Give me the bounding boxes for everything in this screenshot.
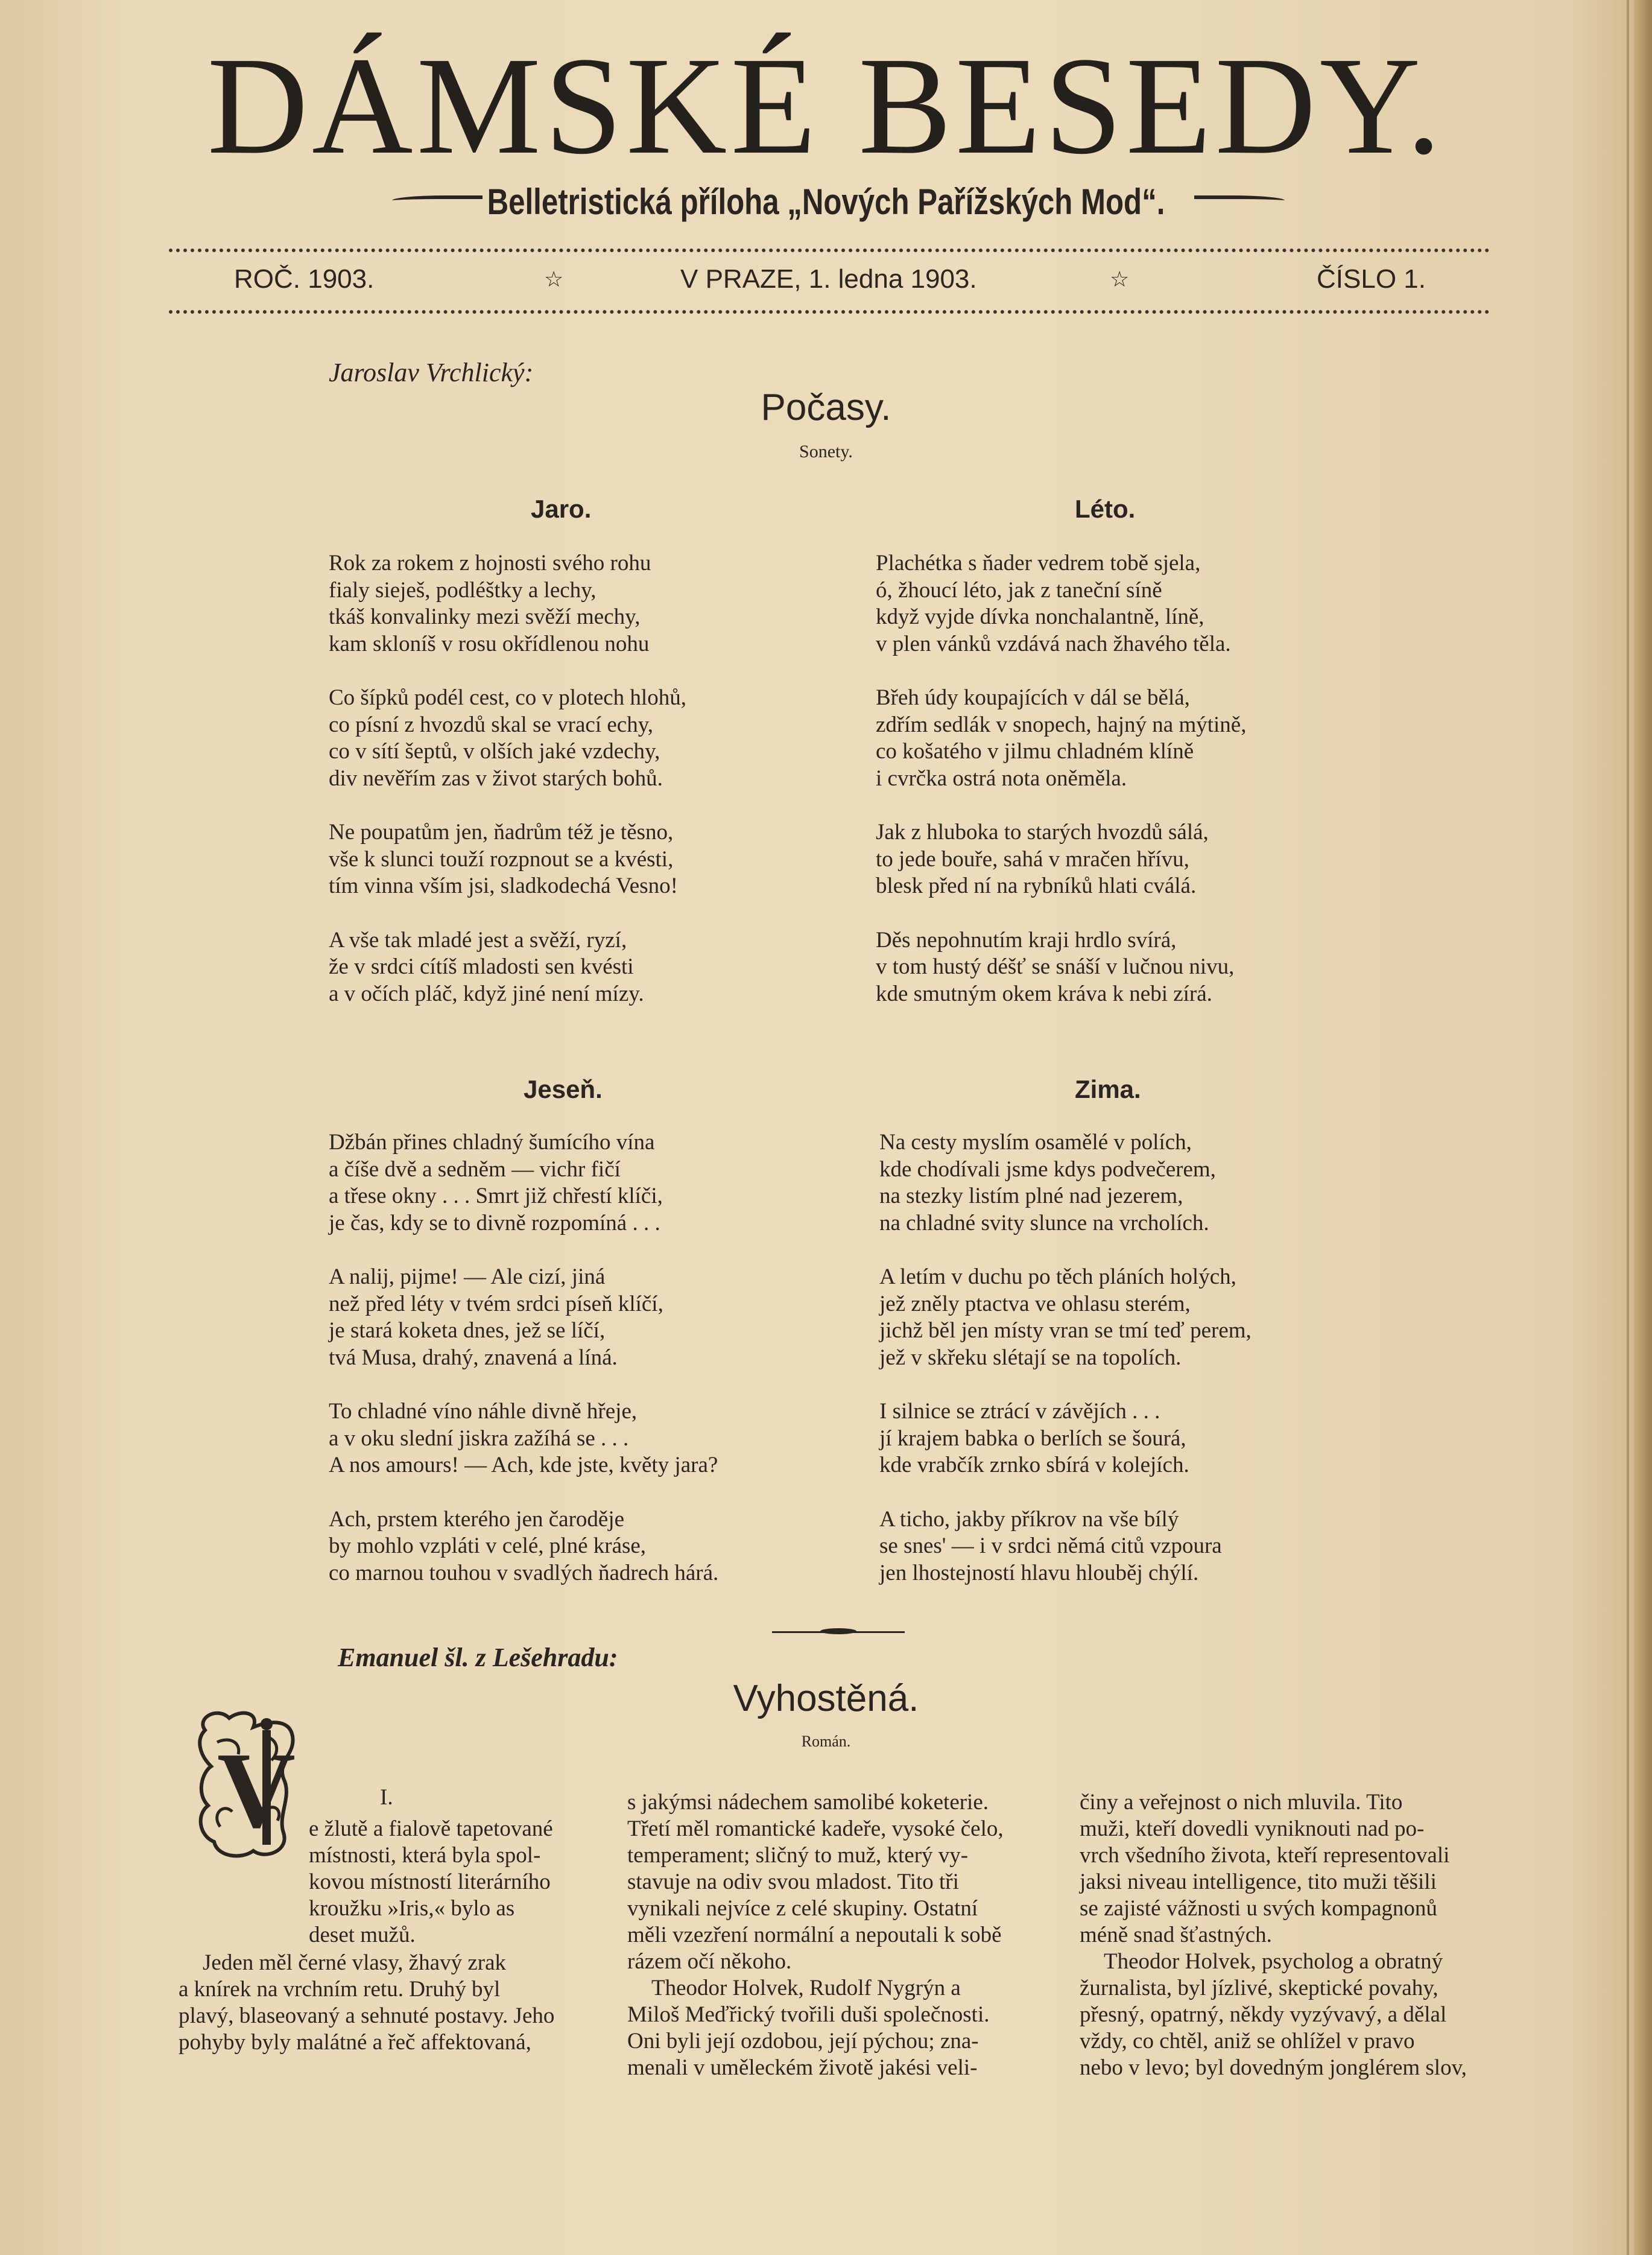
masthead: DÁMSKÉ BESEDY. — [207, 28, 1445, 183]
stanza — [329, 685, 686, 792]
prose-line: žurnalista, byl jízlivé, skeptické povahy, — [1080, 1976, 1438, 2000]
verse-line: tkáš konvalinky mezi svěží mechy, — [329, 604, 641, 629]
novel-subtitle: Román. — [801, 1733, 851, 1750]
prose-line: Oni byli její ozdobou, její pýchou; zna- — [627, 2029, 979, 2054]
swash-right-ornament — [1194, 195, 1285, 204]
verse-line: kde smutným okem kráva k nebi zírá. — [876, 981, 1212, 1006]
verse-line: a v oku slední jiskra zažíhá se . . . — [329, 1426, 629, 1451]
prose-line: Theodor Holvek, Rudolf Nygrýn a — [651, 1976, 961, 2000]
verse-line: by mohlo vzpláti v celé, plné kráse, — [329, 1533, 647, 1558]
prose-line: místnosti, která byla spol- — [309, 1843, 541, 1868]
sonnet-jesen — [329, 1129, 718, 1614]
verse-line: na stezky listím plné nad jezerem, — [879, 1184, 1183, 1208]
verse-line: A nos amours! — Ach, kde jste, květy jara? — [329, 1453, 718, 1477]
chapter-number: I. — [380, 1785, 393, 1810]
prose-line: e žlutě a fialově tapetované — [309, 1816, 553, 1841]
stanza — [879, 1398, 1252, 1479]
stanza — [876, 550, 1246, 658]
stanza — [329, 1264, 718, 1371]
verse-line: a třese okny . . . Smrt již chřestí klíči, — [329, 1184, 663, 1208]
prose-line: pohyby byly malátné a řeč affektovaná, — [179, 2030, 531, 2055]
verse-line: co marnou touhou v svadlých ňadrech hárá. — [329, 1560, 719, 1585]
star-icon: ☆ — [544, 267, 564, 291]
verse-line: A nalij, pijme! — Ale cizí, jiná — [329, 1264, 606, 1289]
book-spine — [1634, 0, 1652, 2255]
verse-line: se snes' — i v srdci němá citů vzpoura — [879, 1533, 1222, 1558]
verse-line: A vše tak mladé jest a svěží, ryzí, — [329, 927, 627, 953]
prose-line: temperament; sličný to muž, který vy- — [627, 1843, 969, 1868]
verse-line: To chladné víno náhle divně hřeje, — [329, 1399, 638, 1424]
dropcap-letter: V — [217, 1730, 296, 1850]
volume-label: ROČ. 1903. — [234, 264, 375, 294]
masthead-subtitle: Belletristická příloha „Nových Pařížských Mod“. — [487, 182, 1165, 222]
dropcap-ornament — [193, 1706, 302, 1863]
header-rule-bottom — [169, 310, 1490, 314]
sonnet-zima — [879, 1129, 1252, 1614]
verse-line: Děs nepohnutím kraji hrdlo svírá, — [876, 927, 1177, 953]
verse-line: Jak z hluboka to starých hvozdů sálá, — [876, 820, 1209, 845]
poem-cycle-subtitle: Sonety. — [799, 442, 853, 461]
novel-author: Emanuel šl. z Lešehradu: — [338, 1643, 618, 1672]
section-divider-ornament — [772, 1631, 905, 1633]
stanza — [329, 1129, 718, 1237]
verse-line: zdřím sedlák v snopech, hajný na mýtině, — [876, 712, 1247, 737]
prose-line: Třetí měl romantické kadeře, vysoké čelo, — [627, 1816, 1004, 1841]
verse-line: tvá Musa, drahý, znavená a líná. — [329, 1345, 618, 1370]
prose-line: Theodor Holvek, psycholog a obratný — [1104, 1949, 1443, 1974]
prose-line: se zajisté vážnosti u svých kompagnonů — [1080, 1896, 1437, 1921]
stanza — [879, 1129, 1252, 1237]
sonnet-title-leto: Léto. — [1075, 495, 1136, 523]
verse-line: Na cesty myslím osamělé v polích, — [879, 1130, 1192, 1155]
verse-line: fialy sieješ, podléštky a lechy, — [329, 577, 597, 603]
prose-line: měli vzezření normální a nepoutali k sobě — [627, 1923, 1002, 1947]
verse-line: A letím v duchu po těch pláních holých, — [879, 1264, 1236, 1289]
prose-line: vždy, co chtěl, aniž se ohlížel v pravo — [1080, 2029, 1415, 2054]
verse-line: co v sítí šeptů, v olších jaké vzdechy, — [329, 739, 660, 764]
prose-line: a knírek na vrchním retu. Druhý byl — [179, 1977, 501, 2002]
verse-line: na chladné svity slunce na vrcholích. — [879, 1210, 1209, 1235]
verse-line: A ticho, jakby příkrov na vše bílý — [879, 1506, 1179, 1532]
verse-line: kam skloníš v rosu okřídlenou nohu — [329, 631, 650, 656]
sonnet-title-zima: Zima. — [1075, 1075, 1141, 1103]
prose-line: stavuje na odiv svou mladost. Tito tři — [627, 1870, 959, 1894]
verse-line: Břeh údy koupajících v dál se bělá, — [876, 685, 1190, 710]
ornamental-initial-icon — [193, 1706, 302, 1863]
novel-column-1 — [179, 1950, 601, 2056]
prose-line: činy a veřejnost o nich mluvila. Tito — [1080, 1790, 1403, 1815]
prose-line: kroužku »Iris,« bylo as — [309, 1896, 515, 1921]
issue-label: ČÍSLO 1. — [1317, 264, 1426, 294]
prose-line: vynikali nejvíce z celé skupiny. Ostatní — [627, 1896, 978, 1921]
novel-title: Vyhostěná. — [733, 1678, 919, 1719]
prose-line: nebo v levo; byl dovedným jonglérem slov, — [1080, 2055, 1467, 2080]
verse-line: i cvrčka ostrá nota oněměla. — [876, 766, 1127, 791]
stanza — [329, 927, 686, 1008]
sonnet-leto — [876, 550, 1246, 1035]
novel-column-2 — [627, 1789, 1049, 2081]
verse-line: div nevěřím zas v život starých bohů. — [329, 766, 663, 791]
verse-line: co košatého v jilmu chladném klíně — [876, 739, 1194, 764]
verse-line: že v srdci cítíš mladosti sen kvésti — [329, 954, 634, 979]
prose-line: jaksi niveau intelligence, tito muži těšili — [1080, 1870, 1437, 1894]
novel-column-1-opening — [309, 1816, 598, 1949]
prose-line: muži, kteří dovedli vyniknouti nad po- — [1080, 1816, 1425, 1841]
stanza — [879, 1506, 1252, 1587]
poem-author: Jaroslav Vrchlický: — [329, 358, 534, 387]
verse-line: jež zněly ptactva ve ohlasu sterém, — [879, 1291, 1191, 1316]
verse-line: jen lhostejností hlavu hlouběj chýlí. — [879, 1560, 1199, 1585]
sonnet-jaro — [329, 550, 686, 1035]
prose-line: Miloš Meďřický tvořili duši společnosti. — [627, 2002, 990, 2027]
verse-line: kde vrabčík zrnko sbírá v kolejích. — [879, 1453, 1189, 1477]
verse-line: tím vinna vším jsi, sladkodechá Vesno! — [329, 874, 678, 898]
prose-line: kovou místností literárního — [309, 1870, 551, 1894]
header-rule-top — [169, 249, 1490, 252]
verse-line: jež v skřeku slétají se na topolích. — [879, 1345, 1182, 1370]
prose-line: přesný, opatrný, někdy vyzývavý, a dělal — [1080, 2002, 1447, 2027]
stanza — [329, 1506, 718, 1587]
novel-column-3 — [1080, 1789, 1514, 2081]
prose-line: méně snad šťastných. — [1080, 1923, 1272, 1947]
prose-line: menali v uměleckém životě jakési veli- — [627, 2055, 978, 2080]
stanza — [876, 819, 1246, 900]
verse-line: kde chodívali jsme kdys podvečerem, — [879, 1156, 1216, 1182]
verse-line: Rok za rokem z hojnosti svého rohu — [329, 551, 651, 576]
verse-line: a číše dvě a sedněm — vichr fičí — [329, 1156, 621, 1182]
prose-line: Jeden měl černé vlasy, žhavý zrak — [203, 1950, 507, 1975]
stanza — [329, 1398, 718, 1479]
sonnet-title-jesen: Jeseň. — [524, 1075, 603, 1103]
verse-line: v plen vánků vzdává nach žhavého těla. — [876, 631, 1231, 656]
verse-line: a v očích pláč, když jiné není mízy. — [329, 981, 644, 1006]
verse-line: Plachétka s ňader vedrem tobě sjela, — [876, 551, 1201, 576]
verse-line: vše k slunci touží rozpnout se a kvésti, — [329, 846, 674, 872]
prose-line: vrch všedního života, kteří representovali — [1080, 1843, 1450, 1868]
verse-line: ó, žhoucí léto, jak z taneční síně — [876, 577, 1162, 603]
verse-line: než před léty v tvém srdci píseň klíčí, — [329, 1291, 663, 1316]
place-date: V PRAZE, 1. ledna 1903. — [680, 264, 977, 294]
prose-line: plavý, blaseovaný a sehnuté postavy. Jeho — [179, 2003, 555, 2028]
verse-line: jí krajem babka o berlích se šourá, — [879, 1426, 1186, 1451]
verse-line: je čas, kdy se to divně rozpomíná . . . — [329, 1210, 660, 1235]
stanza — [876, 927, 1246, 1008]
verse-line: když vyjde dívka nonchalantně, líně, — [876, 604, 1204, 629]
star-icon: ☆ — [1110, 267, 1130, 291]
verse-line: Ach, prstem kterého jen čaroděje — [329, 1506, 625, 1532]
stanza — [876, 685, 1246, 792]
verse-line: Ne poupatům jen, ňadrům též je těsno, — [329, 820, 674, 845]
stanza — [329, 550, 686, 658]
verse-line: I silnice se ztrácí v závějích . . . — [879, 1399, 1160, 1424]
stanza — [879, 1264, 1252, 1371]
verse-line: je stará koketa dnes, jež se líčí, — [329, 1318, 606, 1343]
verse-line: blesk před ní na rybníků hlati cválá. — [876, 874, 1197, 898]
stanza — [329, 819, 686, 900]
sonnet-title-jaro: Jaro. — [531, 495, 592, 523]
verse-line: co písní z hvozdů skal se vrací echy, — [329, 712, 654, 737]
prose-line: s jakýmsi nádechem samolibé koketerie. — [627, 1790, 989, 1815]
prose-line: deset mužů. — [309, 1923, 416, 1947]
prose-line: rázem očí někoho. — [627, 1949, 792, 1974]
verse-line: to jede bouře, sahá v mračen hřívu, — [876, 846, 1189, 872]
poem-cycle-title: Počasy. — [761, 387, 891, 428]
verse-line: Džbán přines chladný šumícího vína — [329, 1130, 655, 1155]
verse-line: v tom hustý déšť se snáší v lučnou nivu, — [876, 954, 1235, 979]
page-edge — [1627, 0, 1629, 2255]
verse-line: jichž běl jen místy vran se tmí teď perem, — [879, 1318, 1252, 1343]
verse-line: Co šípků podél cest, co v plotech hlohů, — [329, 685, 686, 710]
